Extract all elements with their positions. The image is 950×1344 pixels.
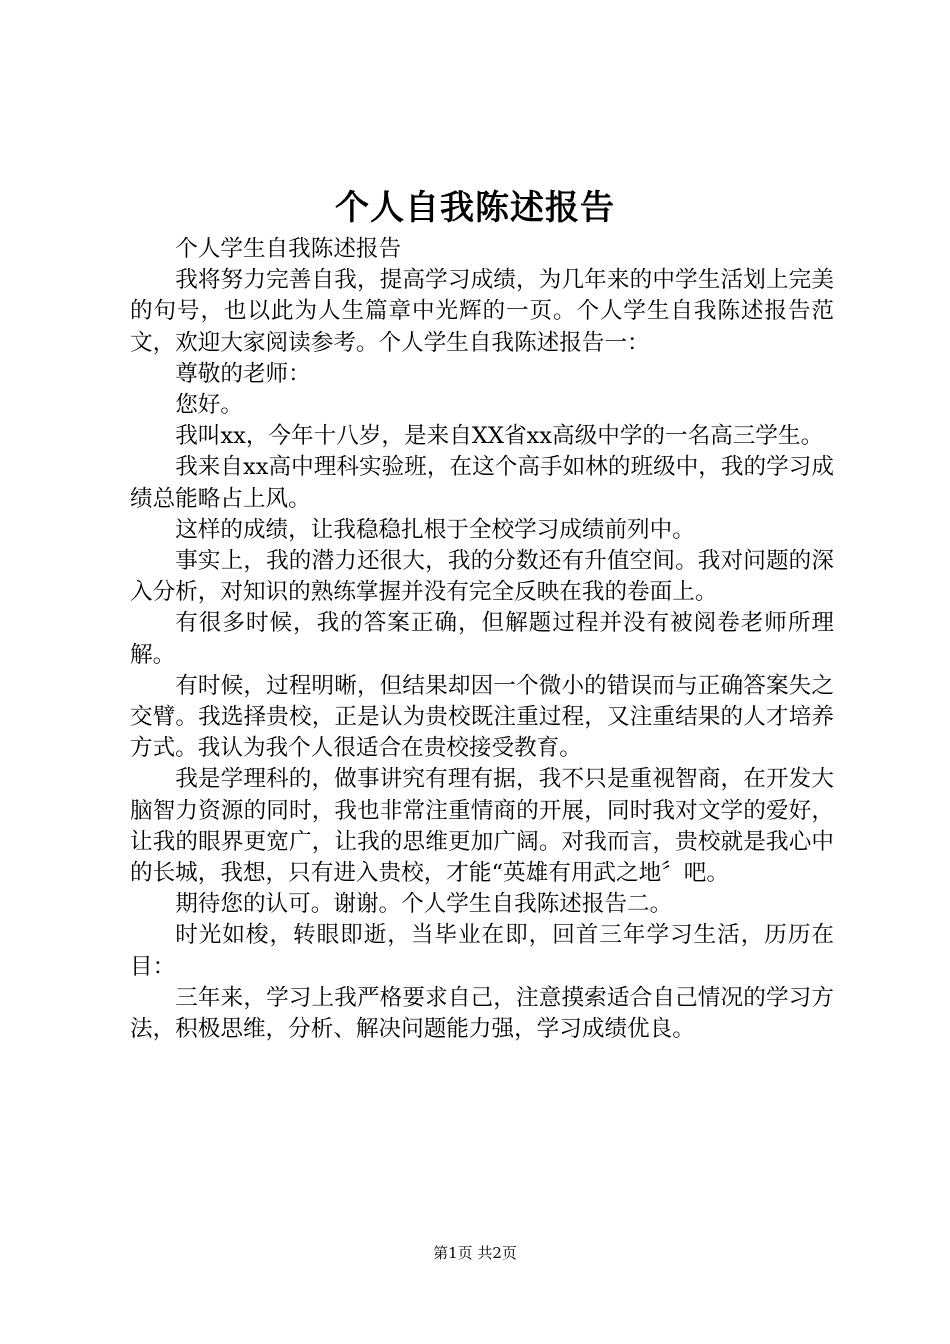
paragraph: 时光如梭，转眼即逝，当毕业在即，回首三年学习生活，历历在目： bbox=[130, 922, 834, 980]
paragraph: 我叫xx，今年十八岁，是来自XX省xx高级中学的一名高三学生。 bbox=[175, 423, 824, 450]
paragraph: 我将努力完善自我，提高学习成绩，为几年来的中学生活划上完美的句号，也以此为人生篇章中光辉的一页。个人学生自我陈述报告范文，欢迎大家阅读参考。个人学生自我陈述报告一： bbox=[130, 267, 834, 356]
paragraph: 有时候，过程明晰，但结果却因一个微小的错误而与正确答案失之交臂。我选择贵校，正是认为贵校既注重过程，又注重结果的人才培养方式。我认为我个人很适合在贵校接受教育。 bbox=[130, 672, 834, 762]
paragraph: 您好。 bbox=[175, 392, 243, 419]
paragraph: 个人学生自我陈述报告 bbox=[175, 236, 402, 262]
document-title: 个人自我陈述报告 bbox=[335, 188, 615, 228]
paragraph: 尊敬的老师： bbox=[175, 360, 311, 387]
paragraph: 这样的成绩，让我稳稳扎根于全校学习成绩前列中。 bbox=[175, 516, 695, 543]
paragraph: 有很多时候，我的答案正确，但解题过程并没有被阅卷老师所理解。 bbox=[130, 610, 834, 668]
document-body bbox=[130, 234, 834, 1045]
paragraph: 我是学理科的，做事讲究有理有据，我不只是重视智商，在开发大脑智力资源的同时，我也非常注重情商的开展，同时我对文学的爱好，让我的眼界更宽广，让我的思维更加广阔。对我而言，贵校就是我心中的长城，我想，只有进入贵校，才能“英雄有用武之地〞吧。 bbox=[130, 766, 834, 887]
paragraph: 期待您的认可。谢谢。个人学生自我陈述报告二。 bbox=[175, 891, 673, 918]
paragraph: 我来自xx高中理科实验班，在这个高手如林的班级中，我的学习成绩总能略占上风。 bbox=[130, 454, 834, 512]
page-footer: 第1页 共2页 bbox=[433, 1244, 517, 1262]
paragraph: 事实上，我的潜力还很大，我的分数还有升值空间。我对问题的深入分析，对知识的熟练掌握并没有完全反映在我的卷面上。 bbox=[130, 548, 834, 606]
paragraph: 三年来，学习上我严格要求自己，注意摸索适合自己情况的学习方法，积极思维，分析、解决问题能力强，学习成绩优良。 bbox=[130, 984, 834, 1043]
